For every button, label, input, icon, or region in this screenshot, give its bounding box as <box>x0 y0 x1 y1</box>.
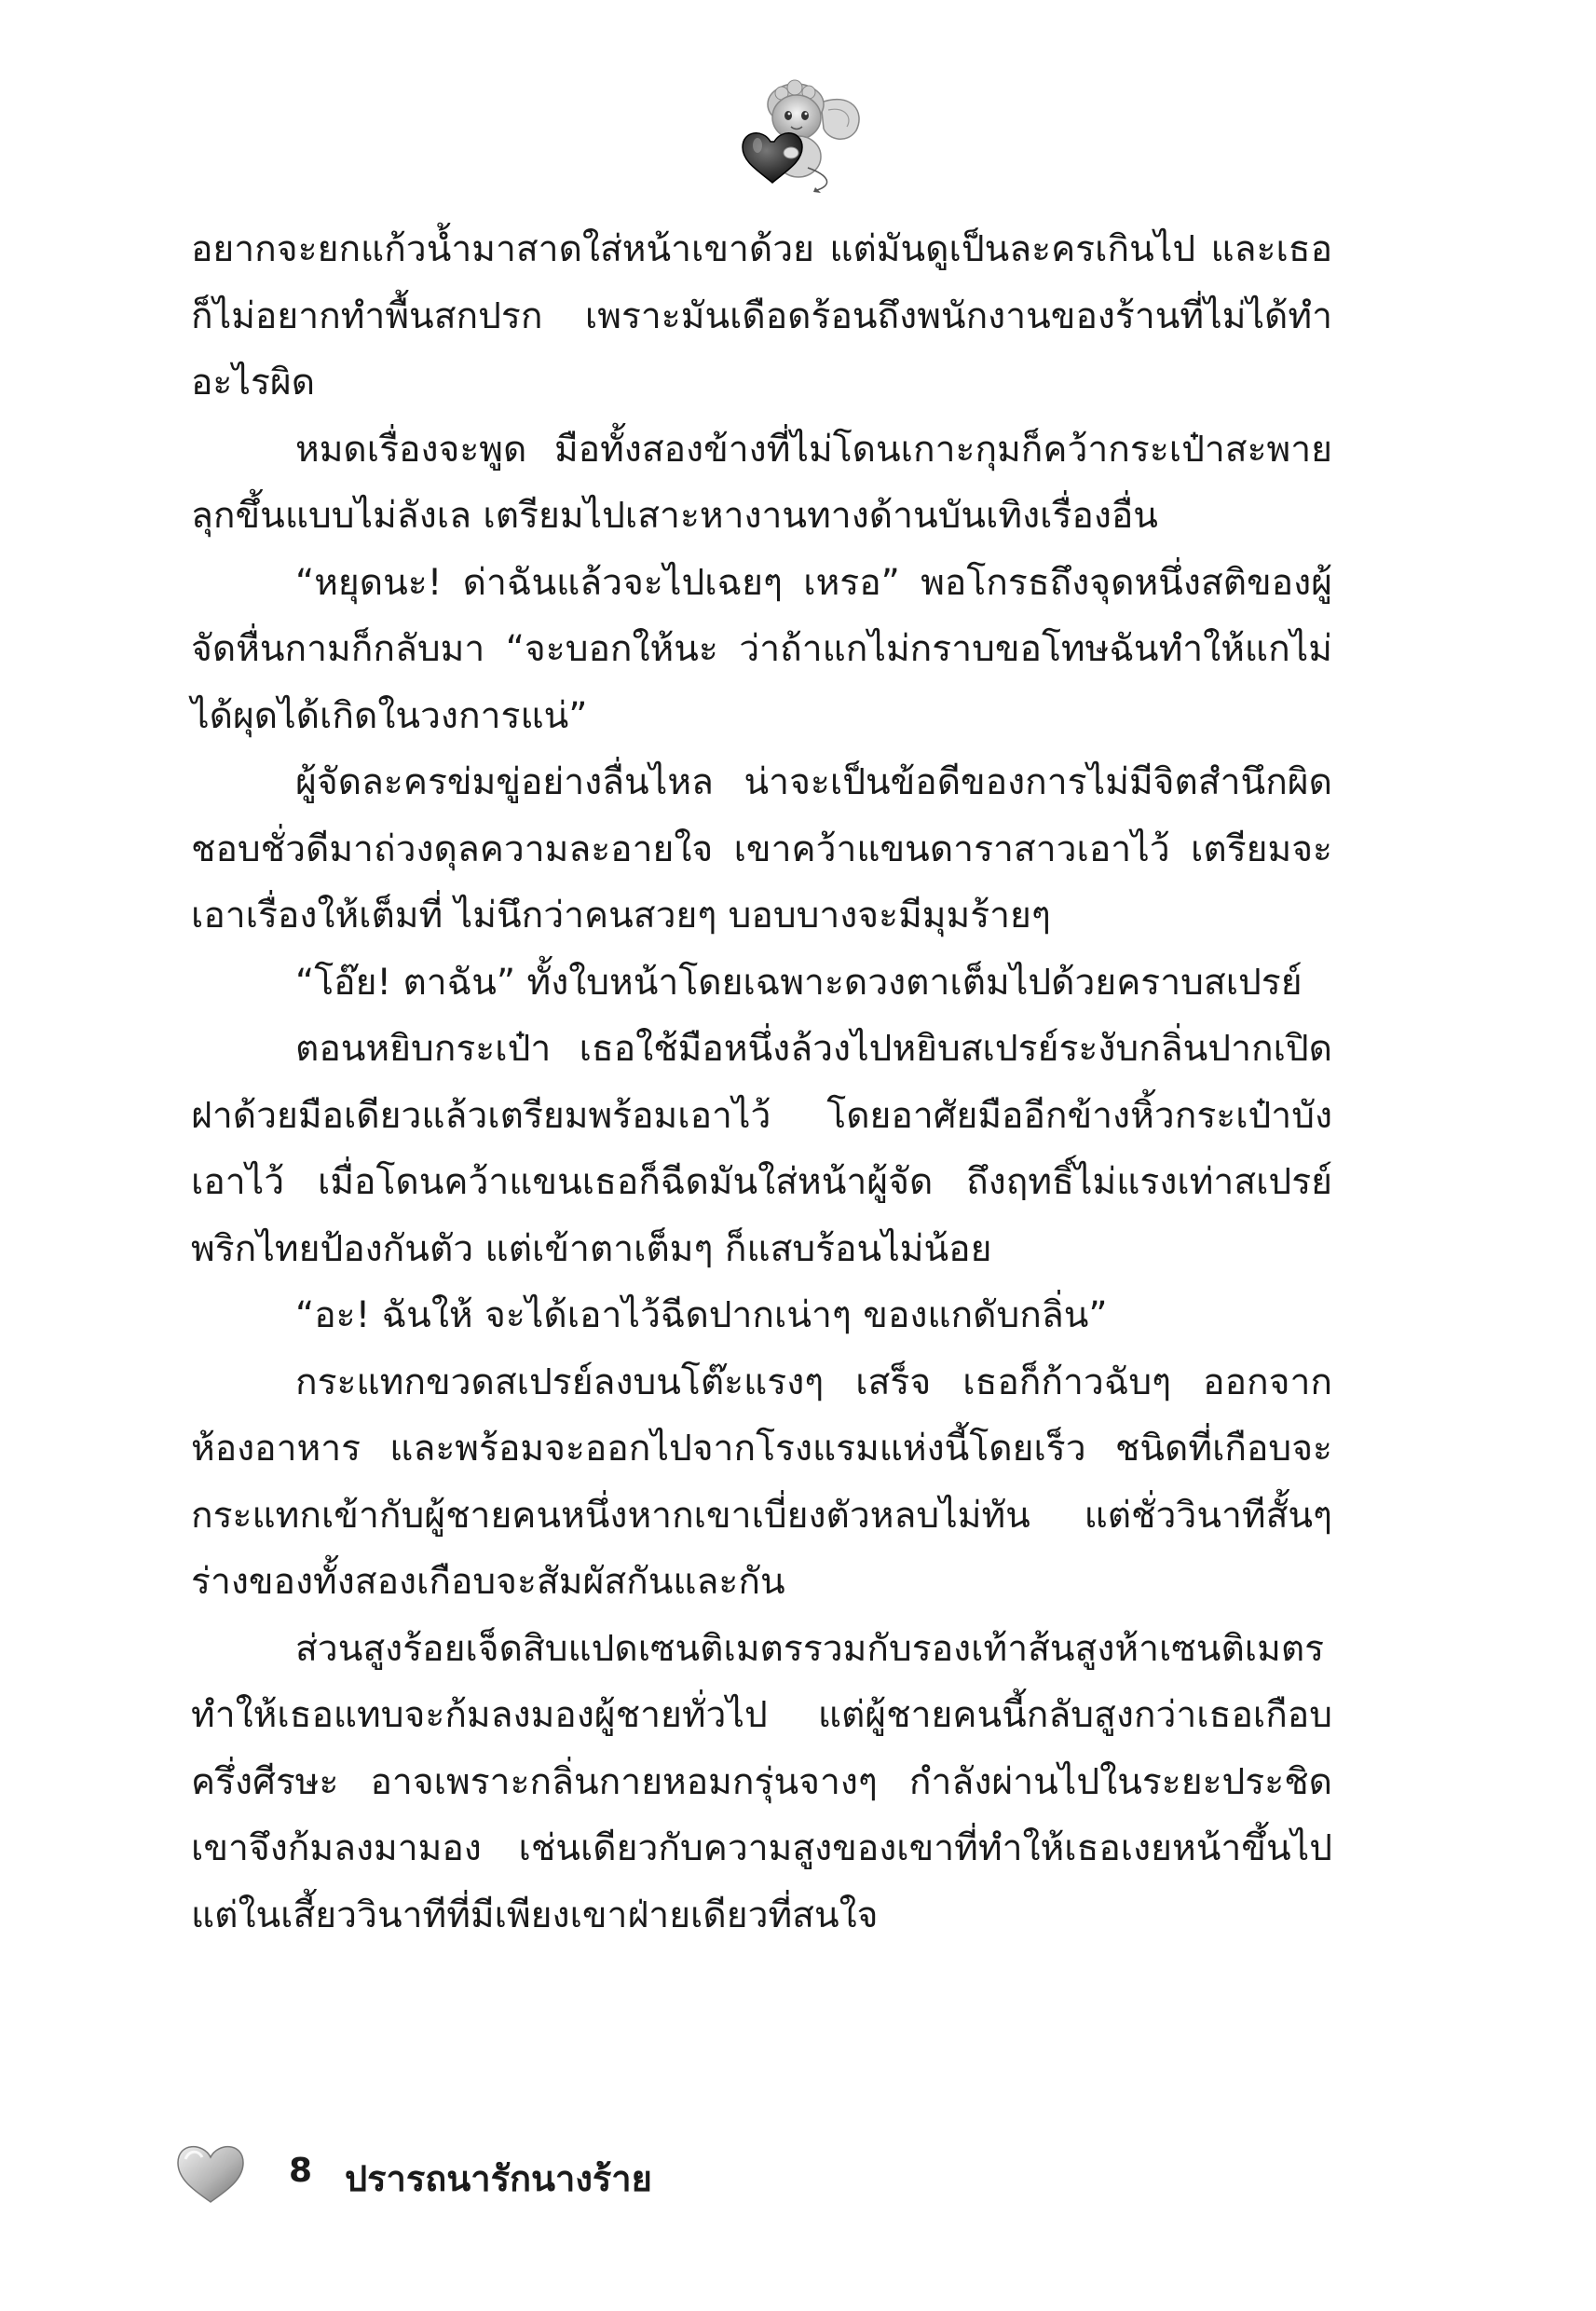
paragraph: กระแทกขวดสเปรย์ลงบนโต๊ะแรงๆ เสร็จ เธอก็ก้าวฉับๆ ออกจากห้องอาหาร และพร้อมจะออกไปจากโรงแรมแห่งนี้โดยเร็ว ชนิดที่เกือบจะกระแทกเข้ากับผู้ชายคนหนึ่งหากเขาเบี่ยงตัวหลบไม่ทัน แต่ชั่ววินาทีสั้นๆ ร่างของทั้งสองเกือบจะสัมผัสกันและกัน <box>191 1361 1332 1603</box>
page-number: 8 <box>289 2152 313 2190</box>
cupid-with-heart-icon <box>698 75 884 196</box>
paragraph: ผู้จัดละครข่มขู่อย่างลื่นไหล น่าจะเป็นข้อดีของการไม่มีจิตสำนึกผิดชอบชั่วดีมาถ่วงดุลความละอายใจ เขาคว้าแขนดาราสาวเอาไว้ เตรียมจะเอาเรื่องให้เต็มที่ ไม่นึกว่าคนสวยๆ บอบบางจะมีมุมร้ายๆ <box>191 761 1332 937</box>
paragraph: หมดเรื่องจะพูด มือทั้งสองข้างที่ไม่โดนเกาะกุมก็คว้ากระเป๋าสะพาย ลุกขึ้นแบบไม่ลังเล เตรียมไปเสาะหางานทางด้านบันเทิงเรื่องอื่น <box>191 428 1332 537</box>
paragraph: ตอนหยิบกระเป๋า เธอใช้มือหนึ่งล้วงไปหยิบสเปรย์ระงับกลิ่นปากเปิดฝาด้วยมือเดียวแล้วเตรียมพร้อมเอาไว้ โดยอาศัยมืออีกข้างหิ้วกระเป๋าบังเอาไว้ เมื่อโดนคว้าแขนเธอก็ฉีดมันใส่หน้าผู้จัด ถึงฤทธิ์ไม่แรงเท่าสเปรย์พริกไทยป้องกันตัว แต่เข้าตาเต็มๆ ก็แสบร้อนไม่น้อย <box>191 1028 1332 1270</box>
book-title: ปรารถนารักนางร้าย <box>345 2158 652 2199</box>
paragraph: “อะ! ฉันให้ จะได้เอาไว้ฉีดปากเน่าๆ ของแกดับกลิ่น” <box>295 1294 1108 1336</box>
heart-icon <box>172 2139 249 2206</box>
paragraph: “หยุดนะ! ด่าฉันแล้วจะไปเฉยๆ เหรอ” พอโกรธถึงจุดหนึ่งสติของผู้จัดหื่นกามก็กลับมา “จะบอกให้นะ ว่าถ้าแกไม่กราบขอโทษฉันทำให้แกไม่ได้ผุดได้เกิดในวงการแน่” <box>191 561 1332 737</box>
chapter-body <box>191 216 1332 1949</box>
page-footer <box>172 2139 825 2213</box>
paragraph: “โอ๊ย! ตาฉัน” ทั้งใบหน้าโดยเฉพาะดวงตาเต็มไปด้วยคราบสเปรย์ <box>295 961 1303 1004</box>
paragraph: อยากจะยกแก้วน้ำมาสาดใส่หน้าเขาด้วย แต่มันดูเป็นละครเกินไป และเธอก็ไม่อยากทำพื้นสกปรก เพราะมันเดือดร้อนถึงพนักงานของร้านที่ไม่ได้ทำอะไรผิด <box>191 228 1332 403</box>
paragraph: ส่วนสูงร้อยเจ็ดสิบแปดเซนติเมตรรวมกับรองเท้าส้นสูงห้าเซนติเมตร ทำให้เธอแทบจะก้มลงมองผู้ชายทั่วไป แต่ผู้ชายคนนี้กลับสูงกว่าเธอเกือบครึ่งศีรษะ อาจเพราะกลิ่นกายหอมกรุ่นจางๆ กำลังผ่านไปในระยะประชิด เขาจึงก้มลงมามอง เช่นเดียวกับความสูงของเขาที่ทำให้เธอเงยหน้าขึ้นไป แต่ในเสี้ยววินาทีที่มีเพียงเขาฝ่ายเดียวที่สนใจ <box>191 1627 1332 1936</box>
